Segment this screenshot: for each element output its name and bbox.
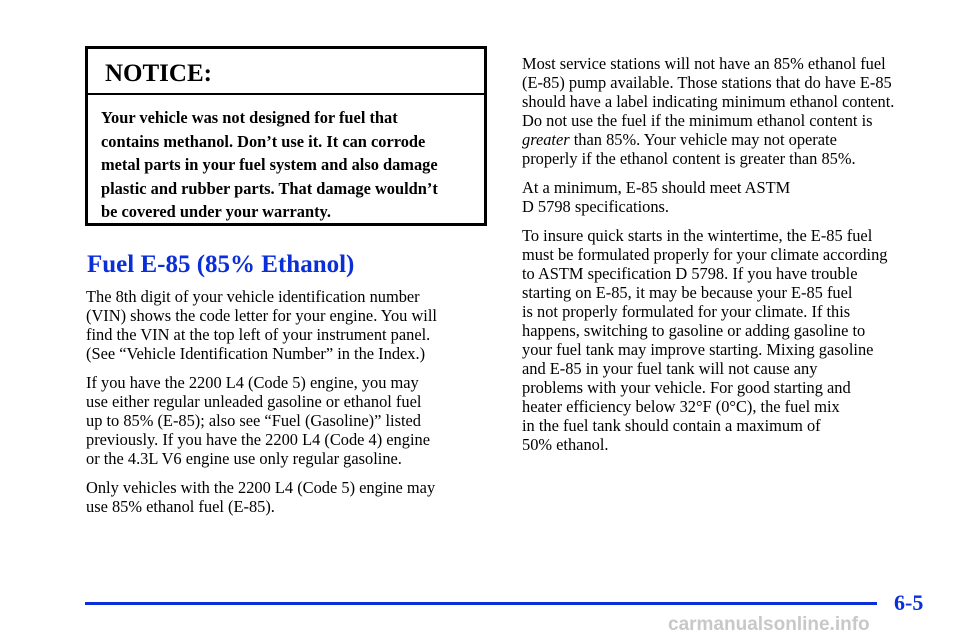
- watermark: carmanualsonline.info: [668, 614, 870, 635]
- astm-paragraph: [522, 178, 937, 216]
- winter-starts-paragraph: [522, 226, 937, 454]
- right-column: [522, 54, 937, 464]
- text-line: starting on E-85, it may be because your E-85 fuel: [522, 283, 853, 302]
- text-line: your fuel tank may improve starting. Mixing gasoline: [522, 340, 874, 359]
- text-line: properly if the ethanol content is greater than 85%.: [522, 149, 856, 168]
- notice-line: metal parts in your fuel system and also damage: [101, 155, 438, 174]
- text-line: (VIN) shows the code letter for your engine. You will: [86, 306, 437, 325]
- text-line: The 8th digit of your vehicle identification number: [86, 287, 420, 306]
- text-line: or the 4.3L V6 engine use only regular gasoline.: [86, 449, 402, 468]
- text-line: happens, switching to gasoline or adding gasoline to: [522, 321, 866, 340]
- text-line: and E-85 in your fuel tank will not cause any: [522, 359, 818, 378]
- text-line: to ASTM specification D 5798. If you have trouble: [522, 264, 858, 283]
- text-line: in the fuel tank should contain a maximum of: [522, 416, 821, 435]
- text-line: use either regular unleaded gasoline or ethanol fuel: [86, 392, 422, 411]
- notice-text: [88, 95, 484, 224]
- text-line: should have a label indicating minimum ethanol content.: [522, 92, 895, 111]
- text-fragment: than 85%. Your vehicle may not operate: [569, 130, 837, 149]
- vin-paragraph: [86, 287, 494, 363]
- section-title: Fuel E-85 (85% Ethanol): [87, 251, 355, 278]
- text-line: (See “Vehicle Identification Number” in the Index.): [86, 344, 426, 363]
- text-line: heater efficiency below 32°F (0°C), the fuel mix: [522, 397, 840, 416]
- left-column: [86, 287, 494, 526]
- engine-paragraph: [86, 373, 494, 468]
- notice-line: plastic and rubber parts. That damage wouldn’t: [101, 178, 438, 198]
- page-number: 6-5: [894, 590, 924, 615]
- text-line: 50% ethanol.: [522, 435, 609, 454]
- notice-title: NOTICE:: [88, 49, 484, 95]
- text-line: [522, 130, 937, 149]
- text-line: is not properly formulated for your climate. If this: [522, 302, 851, 321]
- text-line: Most service stations will not have an 85% ethanol fuel: [522, 54, 886, 73]
- service-stations-paragraph: [522, 54, 937, 168]
- text-line: To insure quick starts in the wintertime, the E-85 fuel: [522, 226, 873, 245]
- text-line: (E-85) pump available. Those stations that do have E-85: [522, 73, 892, 92]
- text-line: use 85% ethanol fuel (E-85).: [86, 497, 275, 516]
- text-line: must be formulated properly for your climate according: [522, 245, 888, 264]
- text-line: Only vehicles with the 2200 L4 (Code 5) engine may: [86, 478, 436, 497]
- emphasis-greater: greater: [522, 130, 570, 149]
- notice-line: contains methanol. Don’t use it. It can corrode: [101, 131, 426, 151]
- text-line: At a minimum, E-85 should meet ASTM: [522, 178, 791, 197]
- text-line: problems with your vehicle. For good starting and: [522, 378, 851, 397]
- footer-rule: [85, 602, 877, 605]
- text-line: find the VIN at the top left of your instrument panel.: [86, 325, 431, 344]
- text-line: If you have the 2200 L4 (Code 5) engine, you may: [86, 373, 419, 392]
- text-line: previously. If you have the 2200 L4 (Code 4) engine: [86, 430, 430, 449]
- notice-box: [85, 46, 487, 226]
- notice-line: be covered under your warranty.: [101, 202, 331, 221]
- text-line: up to 85% (E-85); also see “Fuel (Gasoline)” listed: [86, 411, 422, 430]
- text-line: Do not use the fuel if the minimum ethanol content is: [522, 111, 873, 130]
- ethanol-vehicles-paragraph: [86, 478, 494, 516]
- text-line: D 5798 specifications.: [522, 197, 670, 216]
- notice-line: Your vehicle was not designed for fuel that: [101, 108, 398, 127]
